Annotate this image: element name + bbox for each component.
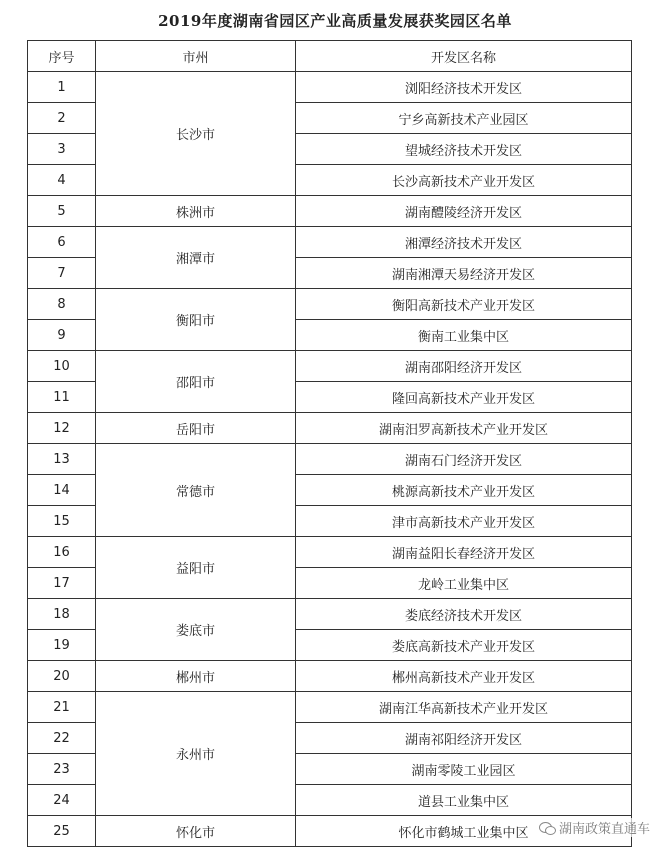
row-serial: 25 bbox=[28, 816, 96, 847]
row-serial: 16 bbox=[28, 537, 96, 568]
row-city: 衡阳市 bbox=[96, 289, 296, 351]
row-zone-name: 道县工业集中区 bbox=[296, 785, 632, 816]
row-zone-name: 湘潭经济技术开发区 bbox=[296, 227, 632, 258]
row-zone-name: 龙岭工业集中区 bbox=[296, 568, 632, 599]
row-zone-name: 衡阳高新技术产业开发区 bbox=[296, 289, 632, 320]
row-serial: 9 bbox=[28, 320, 96, 351]
row-zone-name: 怀化市鹤城工业集中区 bbox=[296, 816, 632, 847]
table-row bbox=[28, 227, 632, 258]
row-zone-name: 湖南祁阳经济开发区 bbox=[296, 723, 632, 754]
table-row bbox=[28, 444, 632, 475]
table-row bbox=[28, 692, 632, 723]
row-zone-name: 浏阳经济技术开发区 bbox=[296, 72, 632, 103]
row-serial: 24 bbox=[28, 785, 96, 816]
row-serial: 3 bbox=[28, 134, 96, 165]
row-serial: 22 bbox=[28, 723, 96, 754]
header-zone: 开发区名称 bbox=[296, 41, 632, 72]
row-city: 娄底市 bbox=[96, 599, 296, 661]
row-serial: 13 bbox=[28, 444, 96, 475]
row-zone-name: 湖南醴陵经济开发区 bbox=[296, 196, 632, 227]
row-zone-name: 宁乡高新技术产业园区 bbox=[296, 103, 632, 134]
row-city: 益阳市 bbox=[96, 537, 296, 599]
table-row bbox=[28, 289, 632, 320]
row-city: 湘潭市 bbox=[96, 227, 296, 289]
row-zone-name: 望城经济技术开发区 bbox=[296, 134, 632, 165]
header-city: 市州 bbox=[96, 41, 296, 72]
row-serial: 12 bbox=[28, 413, 96, 444]
row-serial: 19 bbox=[28, 630, 96, 661]
row-zone-name: 娄底高新技术产业开发区 bbox=[296, 630, 632, 661]
table-row bbox=[28, 72, 632, 103]
table-row bbox=[28, 196, 632, 227]
row-zone-name: 衡南工业集中区 bbox=[296, 320, 632, 351]
row-serial: 7 bbox=[28, 258, 96, 289]
row-zone-name: 湖南湘潭天易经济开发区 bbox=[296, 258, 632, 289]
table-row bbox=[28, 351, 632, 382]
row-city: 岳阳市 bbox=[96, 413, 296, 444]
page-title: 2019年度湖南省园区产业高质量发展获奖园区名单 bbox=[158, 12, 512, 30]
table-row bbox=[28, 413, 632, 444]
row-serial: 20 bbox=[28, 661, 96, 692]
row-serial: 23 bbox=[28, 754, 96, 785]
row-city: 常德市 bbox=[96, 444, 296, 537]
row-serial: 5 bbox=[28, 196, 96, 227]
row-serial: 10 bbox=[28, 351, 96, 382]
row-zone-name: 长沙高新技术产业开发区 bbox=[296, 165, 632, 196]
row-zone-name: 湖南石门经济开发区 bbox=[296, 444, 632, 475]
row-zone-name: 湖南益阳长春经济开发区 bbox=[296, 537, 632, 568]
row-city: 长沙市 bbox=[96, 72, 296, 196]
row-serial: 11 bbox=[28, 382, 96, 413]
row-serial: 8 bbox=[28, 289, 96, 320]
row-zone-name: 湖南江华高新技术产业开发区 bbox=[296, 692, 632, 723]
row-zone-name: 郴州高新技术产业开发区 bbox=[296, 661, 632, 692]
row-serial: 6 bbox=[28, 227, 96, 258]
watermark bbox=[539, 818, 650, 837]
row-zone-name: 娄底经济技术开发区 bbox=[296, 599, 632, 630]
watermark-text: 湖南政策直通车 bbox=[558, 822, 650, 837]
row-zone-name: 隆回高新技术产业开发区 bbox=[296, 382, 632, 413]
row-city: 邵阳市 bbox=[96, 351, 296, 413]
row-zone-name: 湖南零陵工业园区 bbox=[296, 754, 632, 785]
row-city: 永州市 bbox=[96, 692, 296, 816]
row-serial: 15 bbox=[28, 506, 96, 537]
row-serial: 14 bbox=[28, 475, 96, 506]
table-row bbox=[28, 537, 632, 568]
row-city: 怀化市 bbox=[96, 816, 296, 847]
table-header-row bbox=[28, 41, 632, 72]
table-row bbox=[28, 599, 632, 630]
row-serial: 2 bbox=[28, 103, 96, 134]
row-serial: 1 bbox=[28, 72, 96, 103]
row-serial: 17 bbox=[28, 568, 96, 599]
row-serial: 18 bbox=[28, 599, 96, 630]
row-zone-name: 湖南汨罗高新技术产业开发区 bbox=[296, 413, 632, 444]
row-serial: 21 bbox=[28, 692, 96, 723]
header-serial: 序号 bbox=[28, 41, 96, 72]
wechat-icon bbox=[539, 820, 555, 836]
row-serial: 4 bbox=[28, 165, 96, 196]
award-table bbox=[27, 40, 632, 847]
row-zone-name: 湖南邵阳经济开发区 bbox=[296, 351, 632, 382]
row-city: 郴州市 bbox=[96, 661, 296, 692]
table-row bbox=[28, 661, 632, 692]
row-zone-name: 津市高新技术产业开发区 bbox=[296, 506, 632, 537]
table-body bbox=[28, 72, 632, 847]
row-city: 株洲市 bbox=[96, 196, 296, 227]
row-zone-name: 桃源高新技术产业开发区 bbox=[296, 475, 632, 506]
